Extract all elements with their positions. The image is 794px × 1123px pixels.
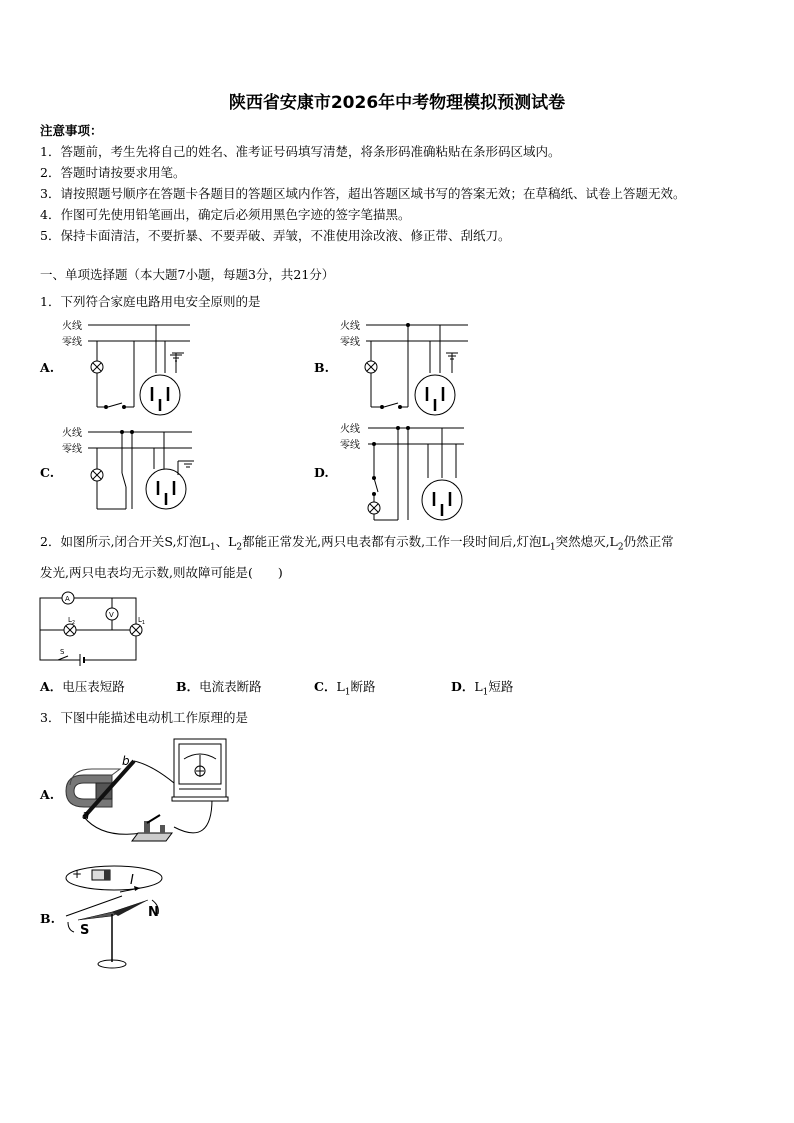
page-title: 陕西省安康市2026年中考物理模拟预测试卷: [228, 93, 566, 113]
knife-switch: [132, 815, 172, 841]
current-label: I: [130, 873, 134, 888]
live-wire-label: 火线: [340, 321, 360, 332]
question-3-stem: 3．下图中能描述电动机工作原理的是: [40, 710, 248, 725]
neutral-wire-label: 零线: [340, 440, 360, 451]
q2-option-b: B．电流表断路: [176, 679, 262, 694]
q1-option-b-label: B.: [314, 360, 329, 375]
q3-figure-a-generator-apparatus: [62, 735, 232, 850]
q1-option-c-label: C.: [40, 465, 55, 480]
notice-item-4: 4．作图可先使用铅笔画出，确定后必须用黑色字迹的签字笔描黑。: [40, 207, 411, 222]
neutral-wire-label: 零线: [62, 337, 82, 348]
live-wire-label: 火线: [62, 428, 82, 439]
section-heading: 一、单项选择题（本大题7小题，每题3分，共21分）: [40, 267, 335, 282]
q1-option-a-label: A.: [40, 360, 55, 375]
notice-item-2: 2．答题时请按要求用笔。: [40, 165, 186, 180]
neutral-wire-label: 零线: [340, 337, 360, 348]
question-2-stem-line-1: 2．如图所示,闭合开关S,灯泡$L_1$、$L_2$都能正常发光,两只电表都有示数,工作一段时间后,灯泡$L_1$突然熄灭$,L_2$仍然正常: [40, 534, 674, 553]
lamp-l2-label: $L_2$: [68, 616, 76, 626]
live-wire-label: 火线: [340, 424, 360, 435]
q1-circuit-a-diagram: [60, 315, 210, 415]
north-pole-label: N: [148, 905, 159, 920]
q1-circuit-c-diagram: [60, 423, 210, 523]
q1-circuit-b-diagram: [338, 315, 488, 415]
q2-option-c: C．$L_1$断路: [314, 679, 376, 698]
q1-option-d-label: D.: [314, 465, 329, 480]
question-1-stem: 1．下列符合家庭电路用电安全原则的是: [40, 294, 261, 309]
q3-figure-b-oersted-experiment: [60, 858, 170, 976]
q3-option-a-label: A.: [40, 787, 55, 802]
battery-plus-label: +: [72, 867, 83, 881]
rod-end-b-label: b: [122, 754, 130, 768]
lamp-l1-label: $L_1$: [138, 616, 146, 626]
q2-option-a: A．电压表短路: [40, 679, 125, 694]
switch-label: S: [60, 648, 65, 656]
q1-circuit-d-diagram: [338, 420, 488, 525]
q2-option-d: D．$L_1$短路: [451, 679, 514, 698]
q3-option-b-label: B.: [40, 911, 55, 926]
notice-item-3: 3．请按照题号顺序在答题卡各题目的答题区域内作答，超出答题区域书写的答案无效；在草稿纸、试卷上答题无效。: [40, 186, 686, 201]
q2-circuit-diagram: [38, 590, 158, 665]
rod-end-a-label: a: [82, 808, 90, 822]
neutral-wire-label: 零线: [62, 444, 82, 455]
question-2-stem-line-2: 发光,两只电表均无示数,则故障可能是( ): [40, 565, 283, 580]
notice-heading: 注意事项：: [40, 123, 103, 138]
live-wire-label: 火线: [62, 321, 82, 332]
notice-item-5: 5．保持卡面清洁，不要折暴、不要弄破、弄皱，不准使用涂改液、修正带、刮纸刀。: [40, 228, 511, 243]
voltmeter-label: V: [109, 611, 114, 619]
ammeter-label: A: [65, 595, 70, 603]
galvanometer: [172, 739, 228, 801]
south-pole-label: S: [80, 923, 90, 938]
notice-item-1: 1．答题前，考生先将自己的姓名、准考证号码填写清楚，将条形码准确粘贴在条形码区域内。: [40, 144, 561, 159]
